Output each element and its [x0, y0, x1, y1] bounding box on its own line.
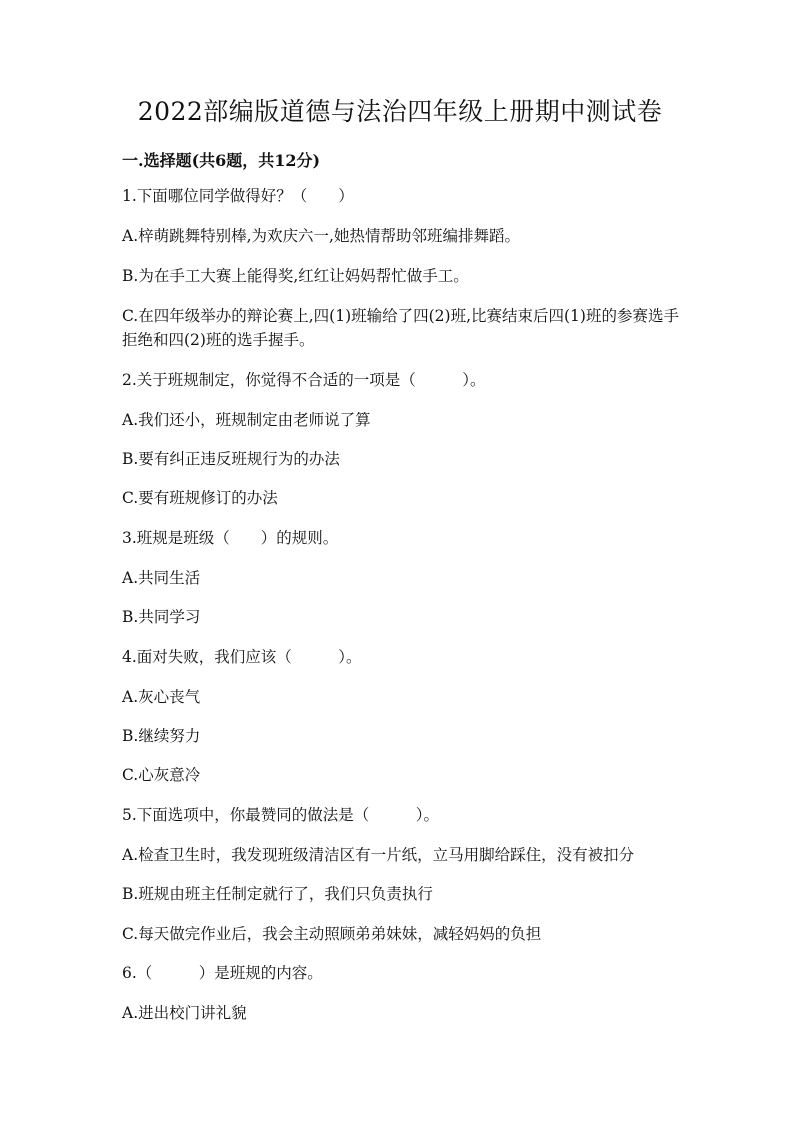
page-title: 2022部编版道德与法治四年级上册期中测试卷 — [137, 97, 663, 126]
section-heading: 一.选择题(共6题，共12分) — [122, 151, 321, 170]
question-4-stem: 4.面对失败，我们应该（ ）。 — [122, 648, 362, 666]
question-6-stem: 6.（ ）是班规的内容。 — [122, 964, 323, 982]
question-6-option-a: A.进出校门讲礼貌 — [122, 1004, 247, 1022]
question-4-option-c: C.心灰意冷 — [122, 766, 201, 784]
question-2-option-a: A.我们还小，班规制定由老师说了算 — [122, 411, 371, 429]
question-5-option-c: C.每天做完作业后，我会主动照顾弟弟妹妹，减轻妈妈的负担 — [122, 925, 542, 943]
question-1-option-c: C.在四年级举办的辩论赛上,四(1)班输给了四(2)班,比赛结束后四(1)班的参赛选手拒绝和四(2)班的选手握手。 — [122, 307, 679, 349]
question-4-option-a: A.灰心丧气 — [122, 688, 201, 706]
question-3-option-b: B.共同学习 — [122, 608, 201, 626]
question-5-stem: 5.下面选项中，你最赞同的做法是（ ）。 — [122, 806, 440, 824]
question-3-stem: 3.班规是班级（ ）的规则。 — [122, 529, 339, 547]
question-2-option-b: B.要有纠正违反班规行为的办法 — [122, 450, 340, 468]
question-5-option-b: B.班规由班主任制定就行了，我们只负责执行 — [122, 885, 433, 903]
question-3-option-a: A.共同生活 — [122, 569, 201, 587]
question-4-option-b: B.继续努力 — [122, 727, 201, 745]
question-5-option-a: A.检查卫生时，我发现班级清洁区有一片纸，立马用脚给踩住，没有被扣分 — [122, 846, 635, 864]
question-2-option-c: C.要有班规修订的办法 — [122, 489, 278, 507]
question-2-stem: 2.关于班规制定，你觉得不合适的一项是（ ）。 — [122, 371, 486, 389]
question-1-option-b: B.为在手工大赛上能得奖,红红让妈妈帮忙做手工。 — [122, 267, 469, 285]
question-1-option-a: A.梓萌跳舞特别棒,为欢庆六一,她热情帮助邻班编排舞蹈。 — [122, 227, 520, 245]
question-1-stem: 1.下面哪位同学做得好？（ ） — [122, 187, 354, 205]
